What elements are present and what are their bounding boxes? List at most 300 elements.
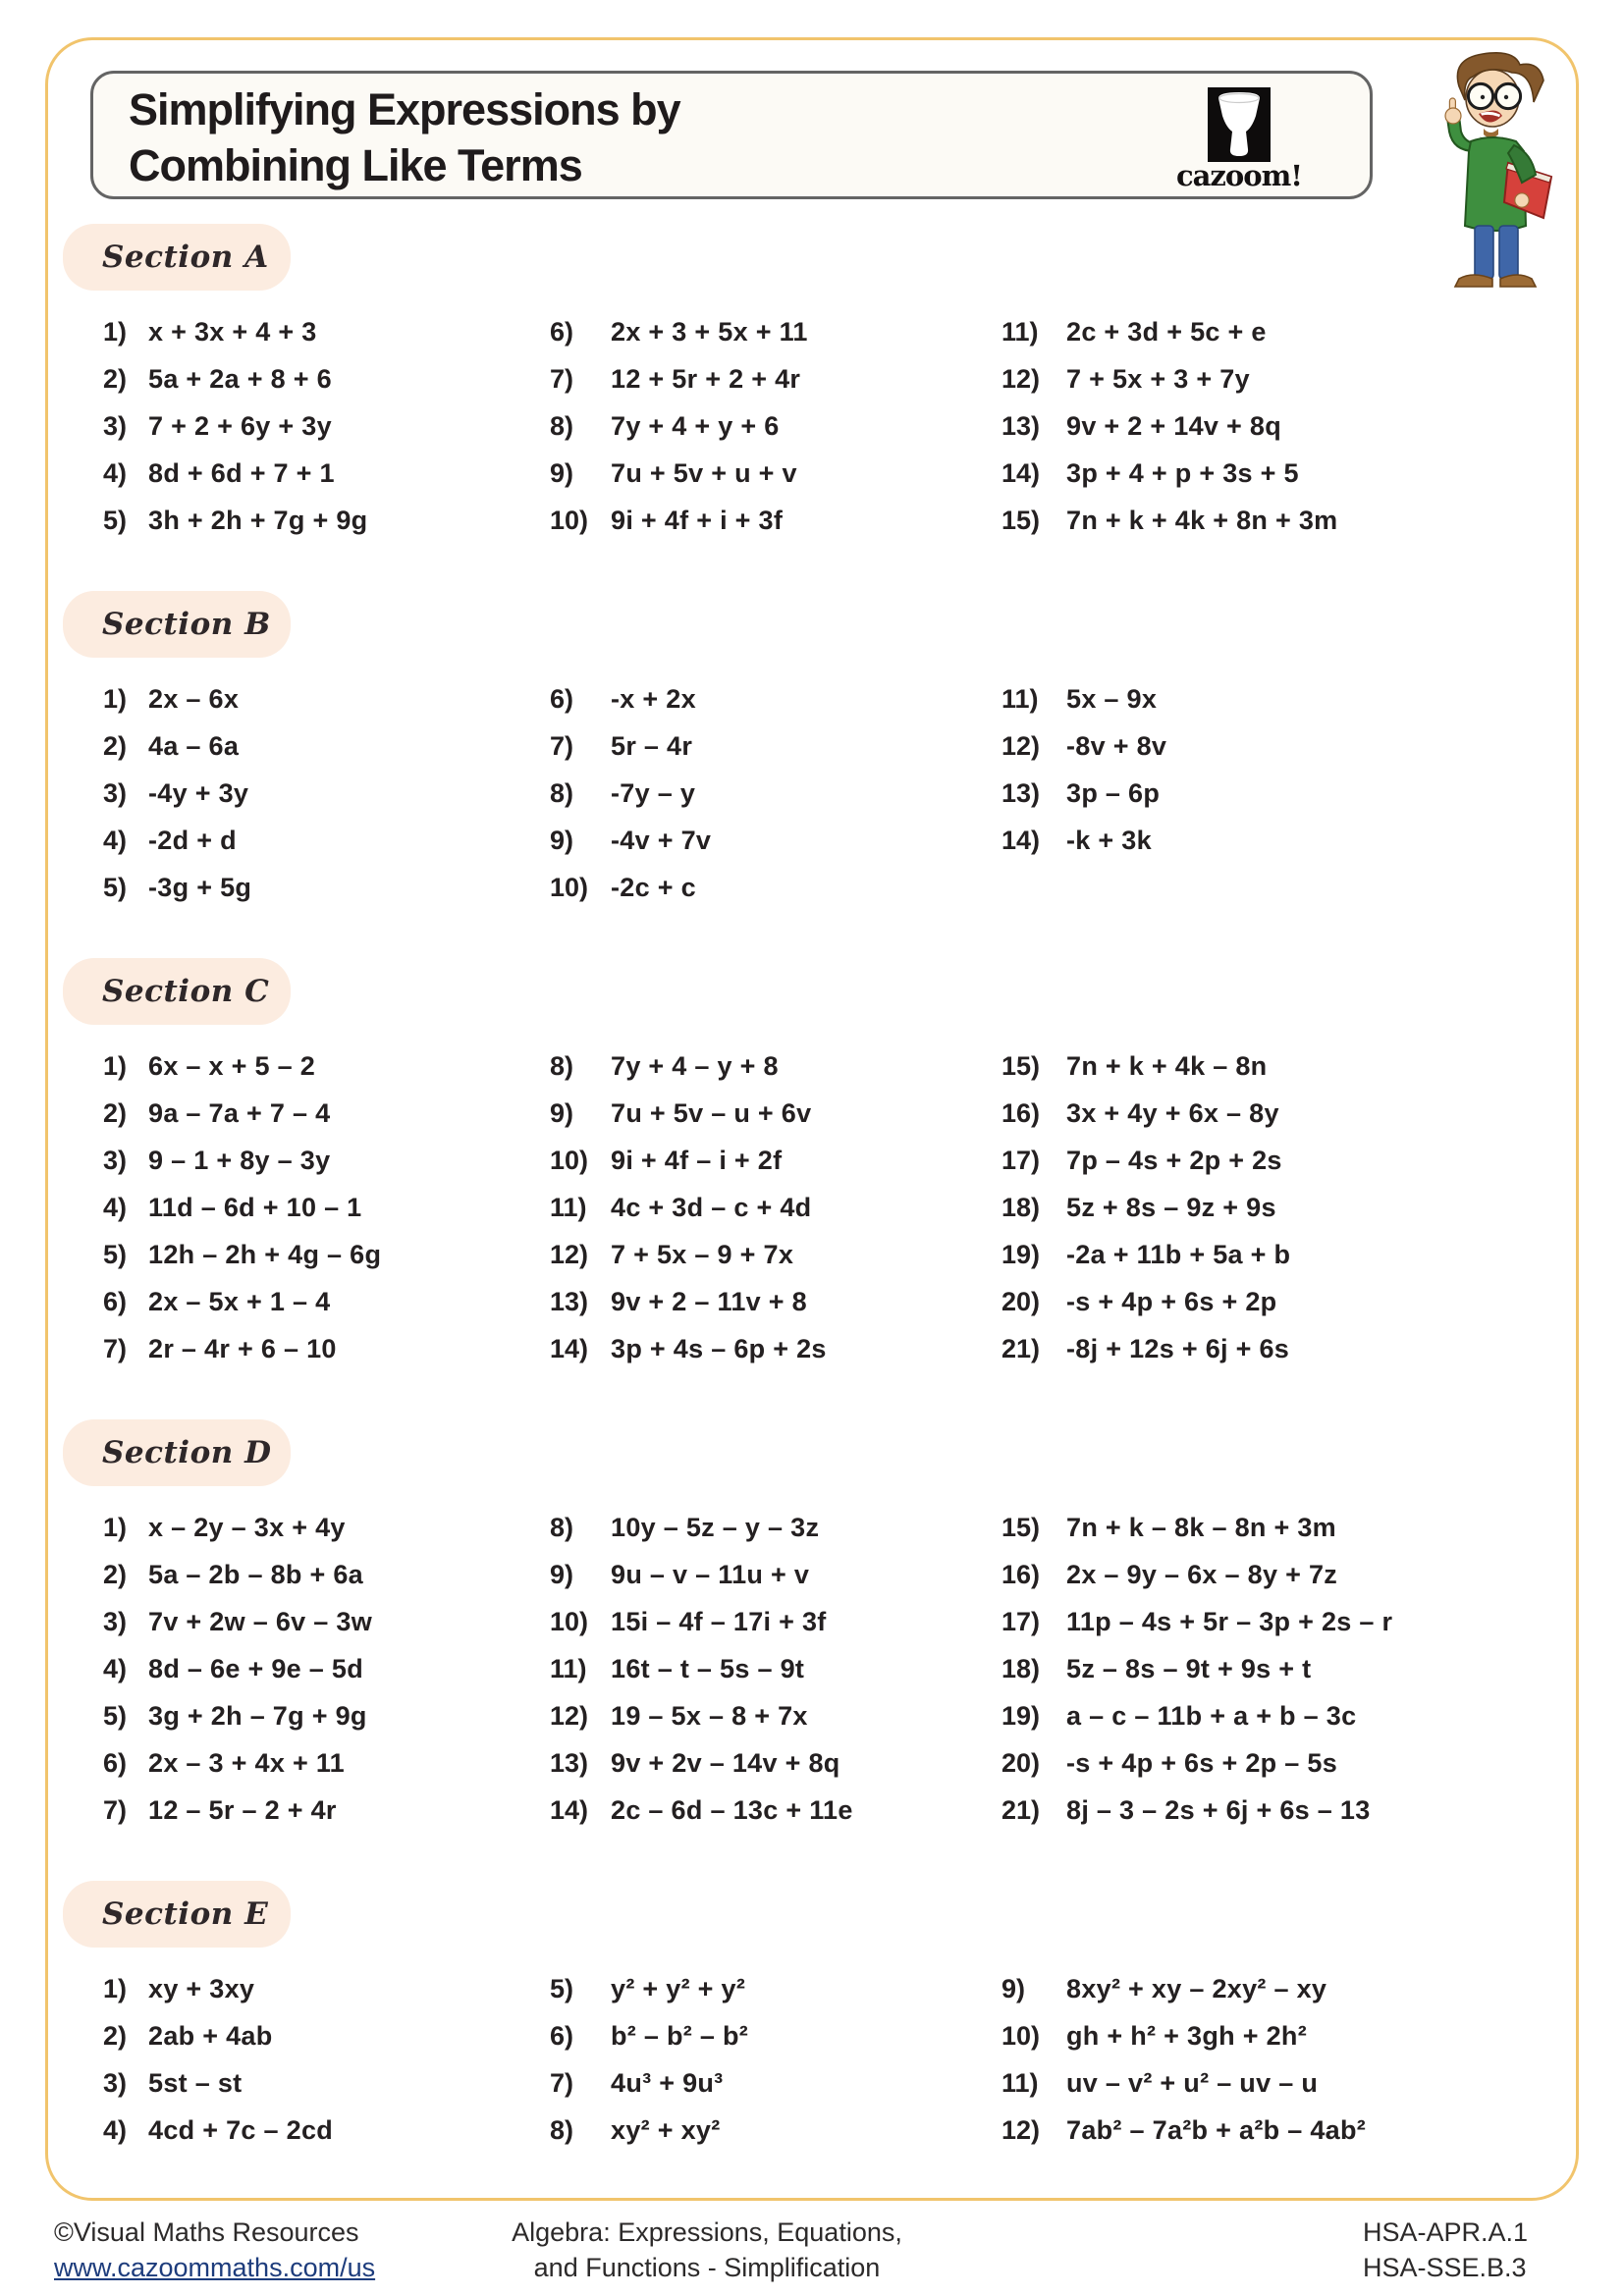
- problem-expression: 3h + 2h + 7g + 9g: [148, 505, 368, 535]
- problem-number: 8): [550, 1050, 574, 1081]
- problem-item: [550, 2107, 1001, 2154]
- section-label: Section A: [102, 240, 269, 275]
- section-badge: [63, 224, 291, 291]
- problem-number: 4): [103, 1192, 128, 1222]
- problem-number: 9): [550, 457, 574, 488]
- problem-expression: 19 – 5x – 8 + 7x: [611, 1700, 808, 1731]
- problem-expression: 7y + 4 + y + 6: [611, 410, 780, 441]
- problem-expression: 4u³ + 9u³: [611, 2067, 724, 2098]
- problem-number: 7): [550, 363, 574, 394]
- problem-number: 12): [1001, 2114, 1041, 2145]
- problem-number: 2): [103, 730, 128, 761]
- problem-expression: -7y – y: [611, 777, 696, 808]
- problem-expression: 5z – 8s – 9t + 9s + t: [1066, 1653, 1312, 1683]
- section-label: Section E: [102, 1896, 269, 1932]
- problem-expression: 3p – 6p: [1066, 777, 1161, 808]
- problem-number: 13): [550, 1286, 589, 1316]
- problem-number: 9): [550, 1559, 574, 1589]
- problem-expression: 3p + 4s – 6p + 2s: [611, 1333, 827, 1363]
- problem-item: [103, 402, 550, 450]
- problem-item: [550, 1042, 1001, 1090]
- problem-item: [103, 1184, 550, 1231]
- problem-expression: xy + 3xy: [148, 1973, 255, 2003]
- problem-expression: 5a – 2b – 8b + 6a: [148, 1559, 363, 1589]
- problem-expression: 7u + 5v + u + v: [611, 457, 797, 488]
- problem-item: [550, 1787, 1001, 1834]
- problem-number: 5): [103, 505, 128, 535]
- problem-number: 1): [103, 1050, 128, 1081]
- problem-number: 3): [103, 1145, 128, 1175]
- problem-number: 5): [103, 1700, 128, 1731]
- problem-item: [1001, 1504, 1537, 1551]
- problem-item: [103, 1739, 550, 1787]
- cazoom-logo-text: cazoom!: [1175, 159, 1303, 192]
- problem-expression: 10y – 5z – y – 3z: [611, 1512, 820, 1542]
- section: [0, 224, 1624, 544]
- problem-expression: -8j + 12s + 6j + 6s: [1066, 1333, 1290, 1363]
- problem-number: 4): [103, 457, 128, 488]
- problem-number: 18): [1001, 1192, 1041, 1222]
- problem-item: [550, 450, 1001, 497]
- footer-credit: [54, 2215, 375, 2285]
- problem-item: [550, 308, 1001, 355]
- problem-expression: 6x – x + 5 – 2: [148, 1050, 316, 1081]
- problem-item: [1001, 1042, 1537, 1090]
- problem-item: [1001, 450, 1537, 497]
- problem-expression: 5r – 4r: [611, 730, 693, 761]
- problem-item: [550, 2059, 1001, 2107]
- problem-number: 3): [103, 2067, 128, 2098]
- section-columns: [0, 308, 1624, 544]
- section-column: [1001, 1965, 1537, 2154]
- page-title-line2: Combining Like Terms: [129, 140, 582, 190]
- problem-item: [103, 1090, 550, 1137]
- problem-number: 16): [1001, 1559, 1041, 1589]
- problem-number: 7): [550, 730, 574, 761]
- section: [0, 1881, 1624, 2154]
- problem-number: 10): [1001, 2020, 1041, 2051]
- problem-item: [550, 1965, 1001, 2012]
- problem-number: 12): [1001, 730, 1041, 761]
- section-badge: [63, 958, 291, 1025]
- problem-item: [550, 1692, 1001, 1739]
- problem-number: 15): [1001, 1050, 1041, 1081]
- problem-item: [103, 497, 550, 544]
- problem-item: [550, 2012, 1001, 2059]
- problem-expression: 7n + k + 4k + 8n + 3m: [1066, 505, 1338, 535]
- problem-expression: -2d + d: [148, 825, 237, 855]
- problem-item: [1001, 1739, 1537, 1787]
- problem-number: 11): [1001, 2067, 1039, 2098]
- section-columns: [0, 1042, 1624, 1372]
- section: [0, 591, 1624, 911]
- section-column: [103, 308, 550, 544]
- problem-expression: 7n + k + 4k – 8n: [1066, 1050, 1268, 1081]
- problem-expression: 9v + 2 – 11v + 8: [611, 1286, 807, 1316]
- problem-number: 14): [550, 1794, 589, 1825]
- problem-item: [103, 1645, 550, 1692]
- problem-item: [103, 2059, 550, 2107]
- section-badge: [63, 1419, 291, 1486]
- problem-item: [1001, 2059, 1537, 2107]
- problem-expression: 2c – 6d – 13c + 11e: [611, 1794, 853, 1825]
- problem-item: [1001, 1551, 1537, 1598]
- problem-item: [1001, 722, 1537, 770]
- problem-item: [550, 722, 1001, 770]
- problem-item: [1001, 1787, 1537, 1834]
- problem-expression: -2c + c: [611, 872, 696, 902]
- problem-number: 1): [103, 1973, 128, 2003]
- problem-item: [550, 1278, 1001, 1325]
- section-column: [103, 1965, 550, 2154]
- problem-number: 10): [550, 505, 589, 535]
- problem-item: [550, 1645, 1001, 1692]
- problem-item: [103, 2107, 550, 2154]
- problem-expression: -x + 2x: [611, 683, 696, 714]
- problem-expression: xy² + xy²: [611, 2114, 721, 2145]
- problem-number: 3): [103, 1606, 128, 1636]
- problem-item: [1001, 1184, 1537, 1231]
- problem-expression: 16t – t – 5s – 9t: [611, 1653, 805, 1683]
- problem-expression: 9i + 4f + i + 3f: [611, 505, 784, 535]
- problem-expression: 3g + 2h – 7g + 9g: [148, 1700, 367, 1731]
- problem-item: [1001, 1325, 1537, 1372]
- problem-expression: 8xy² + xy – 2xy² – xy: [1066, 1973, 1327, 2003]
- problem-number: 8): [550, 410, 574, 441]
- problem-item: [550, 1551, 1001, 1598]
- problem-expression: 7 + 5x – 9 + 7x: [611, 1239, 794, 1269]
- problem-expression: uv – v² + u² – uv – u: [1066, 2067, 1319, 2098]
- problem-expression: 7n + k – 8k – 8n + 3m: [1066, 1512, 1336, 1542]
- problem-number: 14): [550, 1333, 589, 1363]
- problem-item: [103, 2012, 550, 2059]
- header-box: [90, 71, 1373, 199]
- section-columns: [0, 1965, 1624, 2154]
- problem-item: [103, 1278, 550, 1325]
- footer-link[interactable]: www.cazoommaths.com/us: [54, 2253, 376, 2282]
- problem-expression: -4y + 3y: [148, 777, 249, 808]
- problem-expression: 2x + 3 + 5x + 11: [611, 316, 808, 347]
- problem-expression: -k + 3k: [1066, 825, 1152, 855]
- problem-item: [550, 1090, 1001, 1137]
- problem-expression: 4cd + 7c – 2cd: [148, 2114, 334, 2145]
- problem-expression: 15i – 4f – 17i + 3f: [611, 1606, 827, 1636]
- problem-number: 11): [1001, 316, 1039, 347]
- footer-standards: [1363, 2215, 1579, 2285]
- problem-item: [1001, 402, 1537, 450]
- section-column: [550, 1504, 1001, 1834]
- problem-number: 5): [550, 1973, 574, 2003]
- problem-number: 2): [103, 363, 128, 394]
- problem-number: 2): [103, 1559, 128, 1589]
- problem-expression: 2x – 3 + 4x + 11: [148, 1747, 345, 1778]
- problem-item: [103, 722, 550, 770]
- problem-expression: 2x – 5x + 1 – 4: [148, 1286, 331, 1316]
- problem-number: 4): [103, 1653, 128, 1683]
- problem-expression: 12 + 5r + 2 + 4r: [611, 363, 801, 394]
- section-badge: [63, 1881, 291, 1948]
- section-columns: [0, 1504, 1624, 1834]
- problem-number: 2): [103, 1097, 128, 1128]
- page-title: [129, 81, 680, 193]
- problem-number: 13): [1001, 777, 1041, 808]
- problem-expression: 8d – 6e + 9e – 5d: [148, 1653, 363, 1683]
- problem-item: [550, 864, 1001, 911]
- problem-item: [1001, 2012, 1537, 2059]
- problem-expression: y² + y² + y²: [611, 1973, 746, 2003]
- problem-item: [550, 817, 1001, 864]
- section-columns: [0, 675, 1624, 911]
- problem-expression: 5x – 9x: [1066, 683, 1158, 714]
- problem-expression: 7ab² – 7a²b + a²b – 4ab²: [1066, 2114, 1367, 2145]
- section-column: [103, 675, 550, 911]
- problem-expression: -s + 4p + 6s + 2p – 5s: [1066, 1747, 1338, 1778]
- section-column: [103, 1504, 550, 1834]
- problem-item: [1001, 1090, 1537, 1137]
- problem-expression: 2x – 6x: [148, 683, 240, 714]
- problem-expression: a – c – 11b + a + b – 3c: [1066, 1700, 1357, 1731]
- problem-number: 13): [1001, 410, 1041, 441]
- problem-item: [103, 1598, 550, 1645]
- problem-item: [103, 308, 550, 355]
- problem-expression: -4v + 7v: [611, 825, 712, 855]
- problem-item: [1001, 770, 1537, 817]
- problem-number: 14): [1001, 825, 1041, 855]
- problem-expression: 5st – st: [148, 2067, 243, 2098]
- problem-number: 13): [550, 1747, 589, 1778]
- problem-item: [103, 1965, 550, 2012]
- problem-number: 5): [103, 872, 128, 902]
- problem-expression: 5a + 2a + 8 + 6: [148, 363, 332, 394]
- problem-number: 20): [1001, 1747, 1041, 1778]
- problem-expression: 12 – 5r – 2 + 4r: [148, 1794, 337, 1825]
- section: [0, 958, 1624, 1372]
- problem-number: 8): [550, 1512, 574, 1542]
- problem-item: [103, 1787, 550, 1834]
- problem-number: 10): [550, 1145, 589, 1175]
- problem-expression: b² – b² – b²: [611, 2020, 749, 2051]
- footer-standard-line2: HSA-SSE.B.3: [1363, 2253, 1527, 2282]
- problem-expression: 3p + 4 + p + 3s + 5: [1066, 457, 1299, 488]
- problem-expression: 4a – 6a: [148, 730, 240, 761]
- section-column: [550, 1965, 1001, 2154]
- problem-number: 5): [103, 1239, 128, 1269]
- problem-number: 20): [1001, 1286, 1041, 1316]
- cazoom-logo: [1165, 87, 1313, 192]
- problem-item: [1001, 675, 1537, 722]
- problem-number: 6): [550, 683, 574, 714]
- problem-expression: x – 2y – 3x + 4y: [148, 1512, 346, 1542]
- problem-item: [550, 675, 1001, 722]
- problem-expression: 7 + 2 + 6y + 3y: [148, 410, 332, 441]
- problem-expression: 2x – 9y – 6x – 8y + 7z: [1066, 1559, 1338, 1589]
- problem-item: [550, 1137, 1001, 1184]
- problem-item: [103, 1551, 550, 1598]
- problem-expression: 2r – 4r + 6 – 10: [148, 1333, 337, 1363]
- problem-item: [103, 450, 550, 497]
- problem-number: 17): [1001, 1145, 1041, 1175]
- problem-item: [550, 1231, 1001, 1278]
- problem-number: 8): [550, 2114, 574, 2145]
- problem-number: 4): [103, 2114, 128, 2145]
- problem-expression: 9v + 2v – 14v + 8q: [611, 1747, 840, 1778]
- problem-item: [103, 1692, 550, 1739]
- problem-number: 15): [1001, 505, 1041, 535]
- problem-item: [550, 355, 1001, 402]
- problem-item: [103, 864, 550, 911]
- footer-subject: [422, 2215, 992, 2285]
- problem-number: 9): [550, 825, 574, 855]
- problem-number: 1): [103, 683, 128, 714]
- problem-item: [103, 770, 550, 817]
- problem-number: 3): [103, 777, 128, 808]
- problem-expression: 9i + 4f – i + 2f: [611, 1145, 783, 1175]
- problem-number: 7): [103, 1794, 128, 1825]
- problem-item: [103, 355, 550, 402]
- problem-item: [103, 817, 550, 864]
- problem-expression: 3x + 4y + 6x – 8y: [1066, 1097, 1279, 1128]
- problem-item: [550, 1739, 1001, 1787]
- problem-item: [103, 1137, 550, 1184]
- problem-number: 12): [550, 1700, 589, 1731]
- problem-number: 16): [1001, 1097, 1041, 1128]
- problem-number: 21): [1001, 1794, 1041, 1825]
- problem-item: [1001, 355, 1537, 402]
- problem-item: [1001, 2107, 1537, 2154]
- cazoom-drum-icon: [1208, 87, 1271, 162]
- problem-expression: 7u + 5v – u + 6v: [611, 1097, 812, 1128]
- section-column: [1001, 1504, 1537, 1834]
- section-column: [550, 1042, 1001, 1372]
- problem-number: 6): [550, 316, 574, 347]
- problem-number: 1): [103, 316, 128, 347]
- problem-item: [103, 675, 550, 722]
- problem-item: [550, 770, 1001, 817]
- problem-item: [1001, 308, 1537, 355]
- problem-number: 1): [103, 1512, 128, 1542]
- problem-expression: -8v + 8v: [1066, 730, 1167, 761]
- problem-expression: -s + 4p + 6s + 2p: [1066, 1286, 1277, 1316]
- problem-number: 10): [550, 1606, 589, 1636]
- problem-number: 11): [1001, 683, 1039, 714]
- footer-subject-line2: and Functions - Simplification: [533, 2253, 881, 2282]
- sections: [0, 224, 1624, 2201]
- problem-item: [1001, 817, 1537, 864]
- problem-item: [103, 1504, 550, 1551]
- problem-expression: 5z + 8s – 9z + 9s: [1066, 1192, 1276, 1222]
- section: [0, 1419, 1624, 1834]
- problem-number: 4): [103, 825, 128, 855]
- problem-item: [550, 402, 1001, 450]
- problem-item: [103, 1231, 550, 1278]
- problem-expression: 2ab + 4ab: [148, 2020, 273, 2051]
- section-column: [1001, 675, 1537, 911]
- problem-number: 7): [550, 2067, 574, 2098]
- section-label: Section B: [102, 607, 271, 642]
- problem-number: 15): [1001, 1512, 1041, 1542]
- problem-item: [550, 1325, 1001, 1372]
- problem-item: [1001, 1965, 1537, 2012]
- problem-expression: 11d – 6d + 10 – 1: [148, 1192, 362, 1222]
- problem-expression: -3g + 5g: [148, 872, 252, 902]
- problem-expression: x + 3x + 4 + 3: [148, 316, 317, 347]
- problem-number: 12): [550, 1239, 589, 1269]
- problem-expression: 11p – 4s + 5r – 3p + 2s – r: [1066, 1606, 1393, 1636]
- problem-item: [103, 1042, 550, 1090]
- problem-item: [1001, 1231, 1537, 1278]
- problem-expression: -2a + 11b + 5a + b: [1066, 1239, 1291, 1269]
- problem-item: [1001, 1692, 1537, 1739]
- section-column: [1001, 1042, 1537, 1372]
- problem-number: 8): [550, 777, 574, 808]
- problem-item: [550, 1184, 1001, 1231]
- problem-number: 6): [103, 1286, 128, 1316]
- problem-expression: 7 + 5x + 3 + 7y: [1066, 363, 1250, 394]
- problem-expression: 9 – 1 + 8y – 3y: [148, 1145, 331, 1175]
- problem-number: 19): [1001, 1700, 1041, 1731]
- problem-number: 11): [550, 1653, 587, 1683]
- problem-item: [550, 497, 1001, 544]
- problem-number: 9): [550, 1097, 574, 1128]
- problem-expression: 9a – 7a + 7 – 4: [148, 1097, 331, 1128]
- section-column: [103, 1042, 550, 1372]
- problem-number: 10): [550, 872, 589, 902]
- problem-expression: 9v + 2 + 14v + 8q: [1066, 410, 1282, 441]
- footer-standard-line1: HSA-APR.A.1: [1363, 2217, 1529, 2247]
- problem-expression: 12h – 2h + 4g – 6g: [148, 1239, 382, 1269]
- problem-number: 14): [1001, 457, 1041, 488]
- problem-item: [1001, 1645, 1537, 1692]
- problem-item: [1001, 497, 1537, 544]
- problem-number: 6): [103, 1747, 128, 1778]
- section-column: [550, 308, 1001, 544]
- problem-item: [550, 1598, 1001, 1645]
- footer-subject-line1: Algebra: Expressions, Equations,: [512, 2217, 902, 2247]
- problem-item: [550, 1504, 1001, 1551]
- problem-item: [1001, 1278, 1537, 1325]
- problem-item: [1001, 1598, 1537, 1645]
- problem-expression: 7p – 4s + 2p + 2s: [1066, 1145, 1282, 1175]
- problem-expression: 7y + 4 – y + 8: [611, 1050, 779, 1081]
- section-label: Section D: [102, 1435, 272, 1470]
- problem-expression: 8j – 3 – 2s + 6j + 6s – 13: [1066, 1794, 1371, 1825]
- problem-number: 19): [1001, 1239, 1041, 1269]
- problem-number: 18): [1001, 1653, 1041, 1683]
- problem-number: 17): [1001, 1606, 1041, 1636]
- section-column: [1001, 308, 1537, 544]
- problem-number: 3): [103, 410, 128, 441]
- problem-expression: 4c + 3d – c + 4d: [611, 1192, 812, 1222]
- section-badge: [63, 591, 291, 658]
- problem-expression: 2c + 3d + 5c + e: [1066, 316, 1267, 347]
- problem-item: [1001, 1137, 1537, 1184]
- problem-number: 6): [550, 2020, 574, 2051]
- problem-expression: 7v + 2w – 6v – 3w: [148, 1606, 373, 1636]
- problem-number: 9): [1001, 1973, 1026, 2003]
- problem-number: 2): [103, 2020, 128, 2051]
- problem-item: [103, 1325, 550, 1372]
- problem-number: 11): [550, 1192, 587, 1222]
- problem-expression: gh + h² + 3gh + 2h²: [1066, 2020, 1307, 2051]
- problem-expression: 8d + 6d + 7 + 1: [148, 457, 335, 488]
- page-title-line1: Simplifying Expressions by: [129, 84, 680, 134]
- section-column: [550, 675, 1001, 911]
- problem-expression: 9u – v – 11u + v: [611, 1559, 810, 1589]
- section-label: Section C: [102, 974, 270, 1009]
- problem-number: 21): [1001, 1333, 1041, 1363]
- problem-number: 12): [1001, 363, 1041, 394]
- footer-copyright: ©Visual Maths Resources: [54, 2217, 359, 2247]
